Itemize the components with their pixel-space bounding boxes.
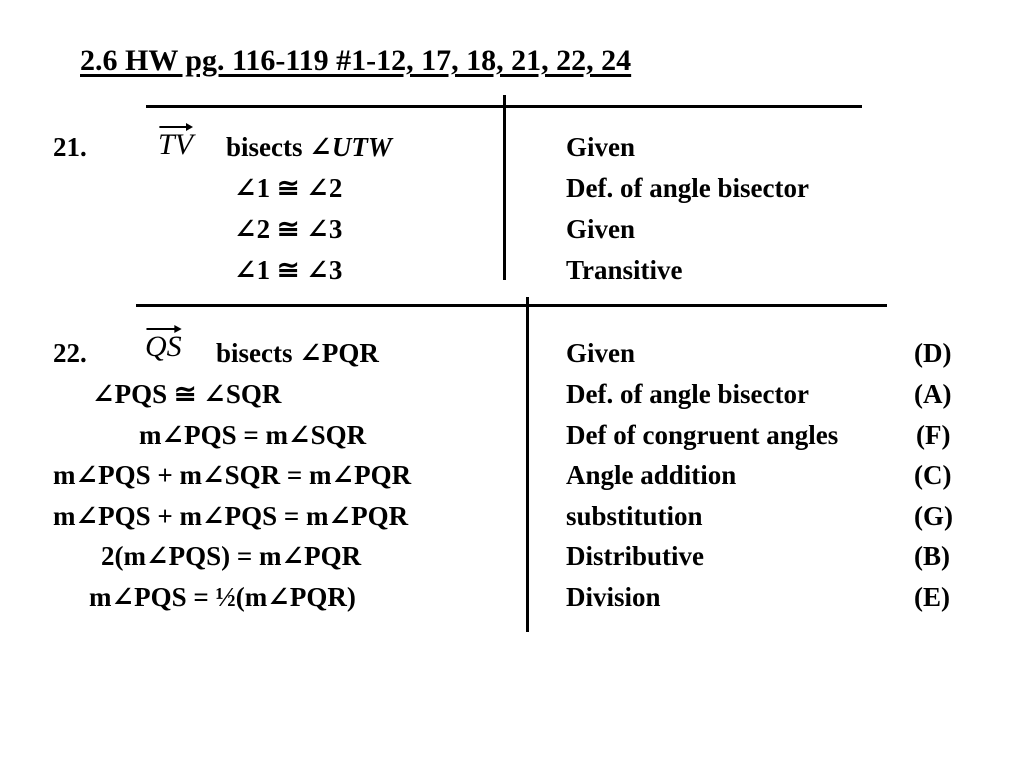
problem-22-letter-2: (A)	[914, 379, 952, 409]
problem-22-number: 22.	[53, 338, 87, 368]
ray-qs	[145, 330, 182, 364]
problem-22-reason-6: Distributive	[566, 541, 704, 571]
problem-21-reason-2: Def. of angle bisector	[566, 173, 809, 203]
problem-22-statement-7: m∠PQS = ½(m∠PQR)	[89, 582, 356, 612]
proof-21-vertical-line	[503, 95, 506, 280]
problem-22-statement-1: bisects ∠PQR	[216, 338, 379, 368]
problem-22-reason-5: substitution	[566, 501, 703, 531]
ray-qs-label: QS	[145, 330, 182, 363]
problem-22-statement-6: 2(m∠PQS) = m∠PQR	[101, 541, 362, 571]
problem-22-reason-1: Given	[566, 338, 636, 368]
problem-21-reason-4: Transitive	[566, 255, 683, 285]
problem-22-reason-3: Def of congruent angles	[566, 420, 839, 450]
problem-22-letter-4: (C)	[914, 460, 952, 490]
problem-22-statement-2: ∠PQS ≅ ∠SQR	[92, 379, 282, 409]
problem-22-letter-3: (F)	[916, 420, 951, 450]
ray-tv	[158, 128, 193, 162]
page-title: 2.6 HW pg. 116-119 #1-12, 17, 18, 21, 22, 24	[80, 44, 632, 77]
problem-21-statement-2: ∠1 ≅ ∠2	[234, 173, 343, 203]
problem-21-statement-1: bisects ∠UTW	[226, 132, 392, 162]
problem-22-reason-4: Angle addition	[566, 460, 737, 490]
problem-21-number: 21.	[53, 132, 87, 162]
problem-21-reason-1: Given	[566, 132, 636, 162]
problem-22-letter-7: (E)	[914, 582, 950, 612]
problem-21-reason-3: Given	[566, 214, 636, 244]
ray-tv-label: TV	[158, 128, 194, 161]
proof-22-horizontal-line	[136, 304, 887, 307]
ray-arrow-icon	[158, 122, 193, 132]
problem-22-letter-1: (D)	[914, 338, 952, 368]
problem-21-statement-3: ∠2 ≅ ∠3	[234, 214, 343, 244]
problem-22-letter-6: (B)	[914, 541, 950, 571]
problem-22-reason-7: Division	[566, 582, 661, 612]
problem-22-statement-5: m∠PQS + m∠PQS = m∠PQR	[53, 501, 409, 531]
problem-22-letter-5: (G)	[914, 501, 953, 531]
problem-22-statement-4: m∠PQS + m∠SQR = m∠PQR	[53, 460, 412, 490]
problem-22-reason-2: Def. of angle bisector	[566, 379, 809, 409]
problem-21-statement-4: ∠1 ≅ ∠3	[234, 255, 343, 285]
proof-22-vertical-line	[526, 297, 529, 632]
ray-arrow-icon	[145, 324, 182, 334]
problem-22-statement-3: m∠PQS = m∠SQR	[139, 420, 367, 450]
